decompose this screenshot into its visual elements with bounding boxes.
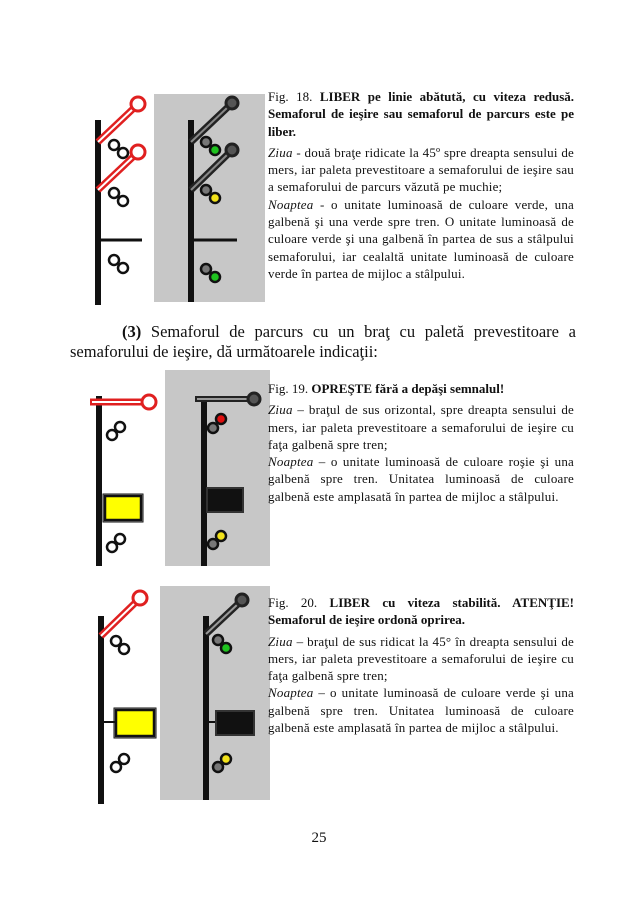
fig18-number: Fig. 18. — [268, 89, 313, 104]
fig20-caption — [268, 594, 574, 736]
fig19-red-lamp — [216, 414, 226, 424]
fig20-day-text: – braţul de sus ridicat la 45° în dreapta sensului de mers, iar paleta prevestitoare a semaforului de ieşire cu faţa galbenă spre tren; — [268, 633, 574, 684]
fig19-signal-drawing — [70, 370, 270, 570]
fig18-day-label: Ziua — [268, 144, 293, 160]
fig18-caption — [268, 88, 574, 282]
page-number: 25 — [311, 830, 327, 846]
fig19-day-distant-palette — [105, 496, 141, 520]
fig18-day-pole — [95, 120, 101, 305]
fig20-description — [268, 633, 574, 737]
fig20-night-label: Noaptea — [268, 685, 314, 701]
fig20-green-lamp — [221, 643, 231, 653]
fig18-green-lamp-middle — [210, 272, 220, 282]
fig19-caption — [268, 380, 574, 505]
fig19-night-text: – o unitate luminoasă de culoare roşie şi una galbenă spre tren. Unitatea luminoasă de culoare galbenă este amplasată în partea de mijloc a stâlpului. — [268, 454, 574, 504]
fig18-night-text: - o unitate luminoasă de culoare verde, una galbenă şi una verde spre tren. O unitate luminoasă de culoare verde şi una galbenă în partea de sus a stâlpului semaforului, iar cealaltă unitate luminoasă de culoare verde în partea de mijloc a stâlpului. — [268, 196, 574, 281]
fig18-night-label: Noaptea — [268, 196, 314, 212]
fig18-signal-drawing — [70, 90, 265, 305]
fig18-day-arm-lower-disc — [131, 145, 145, 159]
fig20-signal-drawing — [70, 586, 270, 804]
fig18-day-arm-upper-disc — [131, 97, 145, 111]
section-number: (3) — [122, 322, 142, 341]
fig18-description — [268, 144, 574, 282]
fig18-title — [268, 88, 574, 140]
fig19-night-label: Noaptea — [268, 454, 314, 470]
fig20-day-distant-palette — [116, 710, 154, 736]
fig19-heading: OPREŞTE fără a depăşi semnalul! — [311, 381, 505, 396]
fig20-illustration — [70, 586, 270, 804]
fig20-day-label: Ziua — [268, 633, 293, 649]
fig20-yellow-lamp — [221, 754, 231, 764]
fig18-green-lamp-top — [210, 145, 220, 155]
fig18-night-pole — [188, 120, 194, 302]
fig19-day-label: Ziua — [268, 402, 293, 418]
fig20-heading: LIBER cu viteza stabilită. ATENŢIE! Semaforul de ieşire ordonă oprirea. — [268, 595, 575, 628]
fig19-description — [268, 401, 574, 505]
fig19-number: Fig. 19. — [268, 381, 309, 396]
fig20-title — [268, 594, 574, 629]
fig18-illustration — [70, 90, 265, 305]
fig19-illustration — [70, 370, 270, 570]
fig20-number: Fig. 20. — [268, 595, 318, 610]
fig18-yellow-lamp — [210, 193, 220, 203]
fig19-yellow-lamp — [216, 531, 226, 541]
fig18-day-text: - două braţe ridicate la 45º spre dreapta sensului de mers, iar paleta prevestitoare a semaforului de ieşire sau a semaforului de parcurs văzută pe muchie; — [268, 144, 574, 195]
fig19-day-text: – braţul de sus orizontal, spre dreapta sensului de mers, iar paleta prevestitoare a semaforului de ieşire cu faţa galbenă spre tren; — [268, 402, 574, 452]
section-body: Semaforul de parcurs cu un braţ cu paletă prevestitoare a semaforului de ieşire, dă următoarele indicaţii: — [70, 322, 576, 361]
section-text — [70, 322, 576, 362]
fig20-night-text: – o unitate luminoasă de culoare verde şi una galbenă spre tren. Unitatea luminoasă de culoare galbenă este amplasată în partea de mijloc a stâlpului. — [268, 685, 574, 736]
section-paragraph — [70, 322, 576, 362]
fig18-heading: LIBER pe linie abătută, cu viteza redusă. Semaforul de ieşire sau semaforul de parcurs este pe liber. — [268, 89, 575, 139]
fig19-title — [268, 380, 574, 397]
